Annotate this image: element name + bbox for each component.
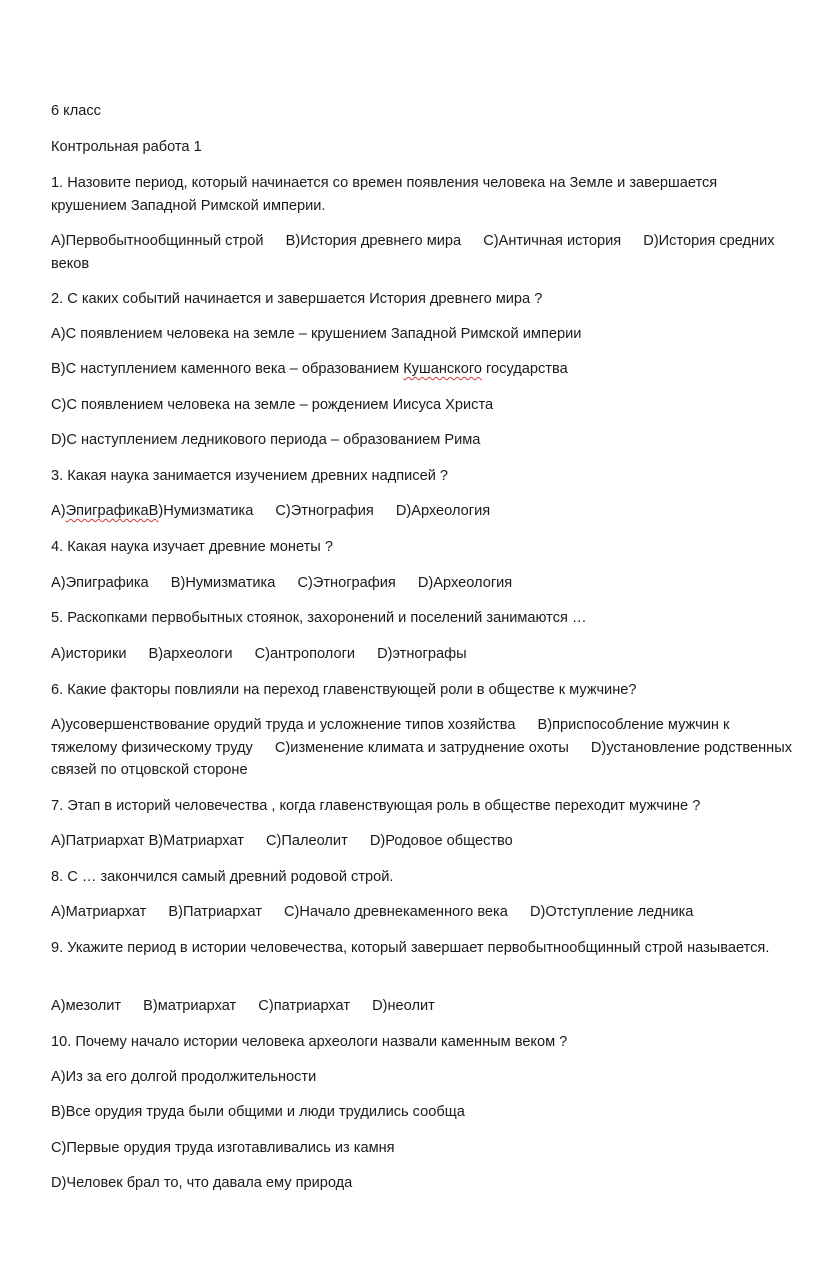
answers-8	[51, 901, 792, 924]
option-d: D)С наступлением ледникового периода – образованием Рима	[51, 432, 481, 448]
question-9: 9. Укажите период в истории человечества, который завершает первобытнообщинный строй называется.	[51, 940, 770, 956]
option-a: А)С появлением человека на земле – крушением Западной Римской империи	[51, 326, 582, 342]
question-2: 2. С каких событий начинается и завершается История древнего мира ?	[51, 291, 543, 307]
option-a: А)историки	[51, 646, 127, 662]
option-a: А)Первобытнообщинный строй	[51, 233, 264, 249]
question-3: 3. Какая наука занимается изучением древних надписей ?	[51, 468, 449, 484]
option-d: D)этнографы	[377, 646, 467, 662]
question-7: 7. Этап в историй человечества , когда главенствующая роль в обществе переходит мужчине ?	[51, 798, 701, 814]
option-c: С)патриархат	[258, 998, 351, 1014]
option-b: В)Все орудия труда были общими и люди трудились сообща	[51, 1104, 465, 1120]
option-d: D)Отступление ледника	[529, 904, 694, 920]
option-d: D)История средних веков	[51, 233, 775, 272]
option-b: В)приспособление мужчин к тяжелому физическому труду	[51, 717, 730, 756]
answers-1	[51, 230, 792, 275]
option-a: А)усовершенствование орудий труда и усложнение типов хозяйства	[51, 717, 516, 733]
answers-5	[51, 643, 792, 666]
option-c: С)Палеолит	[265, 833, 348, 849]
option-b	[51, 358, 792, 381]
answers-7	[51, 830, 792, 853]
option-d: D)Археология	[395, 503, 491, 519]
option-b-text-end: государства	[481, 361, 568, 377]
question-1: 1. Назовите период, который начинается со времен появления человека на Земле и завершается крушением Западной Римской империи.	[51, 175, 718, 214]
option-a: А)Эпиграфика	[51, 575, 149, 591]
option-c: С)Начало древнекаменного века	[283, 904, 508, 920]
option-c: С)изменение климата и затруднение охоты	[274, 739, 569, 756]
spellcheck-word: ЭпиграфикаВ	[65, 503, 159, 519]
option-c: С)Первые орудия труда изготавливались из камня	[51, 1140, 395, 1156]
grade-label: 6 класс	[51, 103, 101, 119]
option-b-text: В)С наступлением каменного века – образованием	[51, 361, 404, 377]
option-c: С)Этнография	[275, 503, 374, 519]
option-ab: А)Патриархат В)Матриархат	[51, 833, 244, 849]
question-10: 10. Почему начало истории человека археологи назвали каменным веком ?	[51, 1034, 568, 1050]
question-8: 8. С … закончился самый древний родовой строй.	[51, 869, 394, 885]
option-ab	[51, 503, 253, 519]
answers-6	[51, 714, 792, 782]
option-c: С)Этнография	[297, 575, 396, 591]
answers-9	[51, 995, 792, 1018]
option-b: В)археологи	[148, 646, 233, 662]
option-a: А)Из за его долгой продолжительности	[51, 1069, 317, 1085]
option-d: D)установление родственных связей по отцовской стороне	[51, 739, 793, 778]
option-b: В)История древнего мира	[285, 233, 462, 249]
option-b: В)Патриархат	[168, 904, 262, 920]
option-a: А)мезолит	[51, 998, 122, 1014]
spellcheck-word: Кушанского	[403, 361, 482, 377]
option-c: С)Античная история	[483, 233, 622, 249]
option-d: D)неолит	[372, 998, 435, 1014]
option-b-text: )Нумизматика	[158, 503, 254, 519]
question-4: 4. Какая наука изучает древние монеты ?	[51, 539, 333, 555]
test-title: Контрольная работа 1	[51, 139, 202, 155]
option-c: С)антропологи	[254, 646, 356, 662]
question-5: 5. Раскопками первобытных стоянок, захоронений и поселений занимаются …	[51, 610, 587, 626]
option-d: D)Человек брал то, что давала ему природа	[51, 1175, 353, 1191]
option-a: А)Матриархат	[51, 904, 147, 920]
option-c: С)С появлением человека на земле – рождением Иисуса Христа	[51, 397, 494, 413]
option-b: В)Нумизматика	[170, 575, 276, 591]
answers-3	[51, 500, 792, 523]
option-b: В)матриархат	[143, 998, 237, 1014]
option-d: D)Археология	[417, 575, 513, 591]
answers-4	[51, 572, 792, 595]
question-6: 6. Какие факторы повлияли на переход главенствующей роли в обществе к мужчине?	[51, 682, 637, 698]
option-a-prefix: А)	[51, 503, 66, 519]
option-d: D)Родовое общество	[369, 833, 513, 849]
